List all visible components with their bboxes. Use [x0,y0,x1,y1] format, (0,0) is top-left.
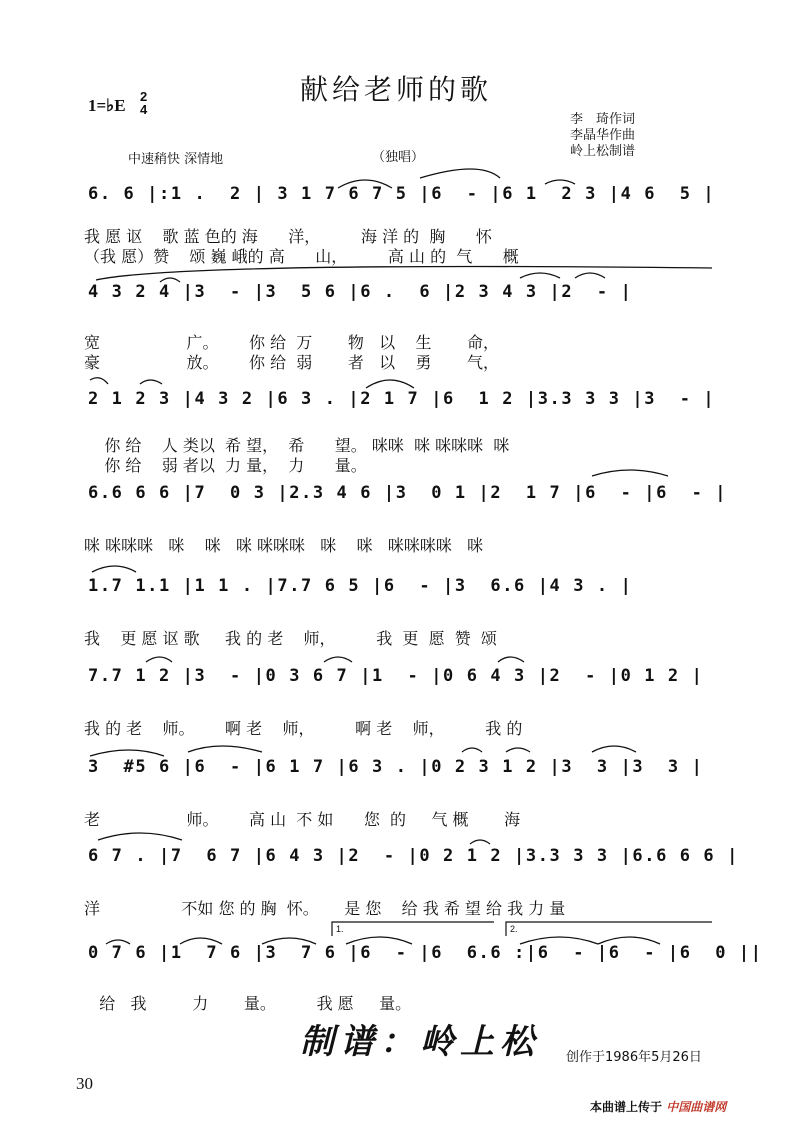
lyric-line: 我 更 愿 讴 歌 我 的 老 师， 我 更 愿 赞 颂 [84,629,497,648]
lyric-line: （我 愿）赞 颂 巍 峨的 高 山， 高 山 的 气 概 [84,247,519,266]
transcriber-credit: 岭上松制谱 [570,144,636,159]
lyric-line: 我 的 老 师。 啊 老 师， 啊 老 师， 我 的 [84,719,523,738]
slur [106,940,130,944]
slur [140,380,162,384]
slur [180,938,222,944]
note-line: 3 #5 6 |6 - |6 1 7 |6 3 . |0 2 3 1 2 |3 3 |3 3 | [88,757,704,777]
note-line: 6.6 6 6 |7 0 3 |2.3 4 6 |3 0 1 |2 1 7 |6 - |6 - | [88,483,728,503]
lyric-line: 我 愿 讴 歌 蓝 色的 海 洋， 海 洋 的 胸 怀 [84,227,492,246]
note-line: 7.7 1 2 |3 - |0 3 6 7 |1 - |0 6 4 3 |2 - |0 1 2 | [88,666,704,686]
lyric-line: 咪 咪咪咪 咪 咪 咪 咪咪咪 咪 咪 咪咪咪咪 咪 [84,536,484,555]
composer-credit: 李晶华作曲 [570,128,636,143]
note-line: 6. 6 |:1 . 2 | 3 1 7 6 7 5 |6 - |6 1 2 3 |4 6 5 | [88,184,716,204]
lyricist-credit: 李 琦作词 [570,112,636,127]
note-line: 4 3 2 4 |3 - |3 5 6 |6 . 6 |2 3 4 3 |2 - | [88,282,633,302]
lyric-line: 给 我 力 量。 我 愿 量。 [84,994,412,1013]
slur [520,273,560,278]
slur [98,833,182,840]
slur [470,840,490,844]
slur [462,748,482,752]
slur [96,267,712,281]
time-sig-bottom: 4 [140,102,148,117]
slur [575,273,605,278]
note-line: 1.7 1.1 |1 1 . |7.7 6 5 |6 - |3 6.6 |4 3 . | [88,576,633,596]
slur [160,278,180,282]
slur [420,169,500,178]
slur [90,750,164,756]
note-line: 2 1 2 3 |4 3 2 |6 3 . |2 1 7 |6 1 2 |3.3 3 3 |3 - | [88,389,716,409]
slur [324,657,352,662]
slur [598,937,660,944]
solo-marking: （独唱） [372,150,425,165]
page-number: 30 [76,1074,93,1093]
upload-text: 本曲谱上传于 [590,1100,663,1114]
site-logo[interactable]: 中国曲谱网 [666,1100,727,1114]
slur [545,180,575,184]
volta-1-label: 1. [336,924,344,934]
slur [188,746,262,752]
slur [346,937,412,944]
volta-bracket [332,922,494,936]
slur [366,380,414,388]
volta-bracket [506,922,712,936]
lyric-line: 你 给 人 类以 希 望， 希 望。 咪咪 咪 咪咪咪 咪 [84,436,510,455]
slur [338,180,392,188]
slur [506,748,530,752]
key-signature: 1=♭E [88,96,126,115]
transcriber-signature: 制谱：岭上松 [300,1022,540,1062]
note-line: 0 7 6 |1 7 6 |3 7 6 |6 - |6 6.6 :|6 - |6 - |6 0 || [88,943,763,963]
upload-note [590,1098,726,1115]
slur [90,378,108,384]
lyric-line: 洋 不如 您 的 胸 怀。 是 您 给 我 希 望 给 我 力 量 [84,899,566,918]
slur [92,566,136,572]
slur [498,657,524,662]
slur [592,746,636,752]
lyric-line: 宽 广。 你 给 万 物 以 生 命， [84,333,500,352]
lyric-line: 豪 放。 你 给 弱 者 以 勇 气， [84,353,500,372]
composition-date: 创作于1986年5月26日 [566,1050,702,1065]
tempo-marking: 中速稍快 深情地 [128,152,224,167]
lyric-line: 老 师。 高 山 不 如 您 的 气 概 海 [84,810,521,829]
note-line: 6 7 . |7 6 7 |6 4 3 |2 - |0 2 1 2 |3.3 3 3 |6.6 6 6 | [88,846,739,866]
time-sig-top: 2 [140,89,148,104]
lyric-line: 你 给 弱 者以 力 量， 力 量。 [84,456,367,475]
volta-2-label: 2. [510,924,518,934]
slur [592,470,668,476]
slur [146,657,172,662]
song-title: 献给老师的歌 [299,73,492,106]
slur [520,937,598,944]
slur [262,938,316,944]
